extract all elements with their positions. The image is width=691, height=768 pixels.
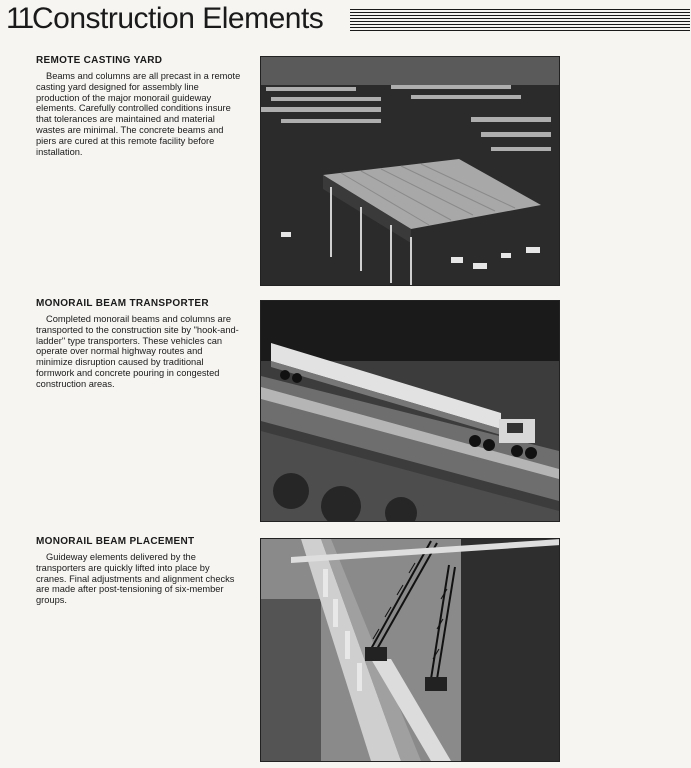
page-header bbox=[6, 2, 686, 38]
casting-yard-photo bbox=[260, 56, 560, 286]
section-body: Guideway elements delivered by the transporters are quickly lifted into place by cranes. Final adjustments and alignment checks are made after post-tensioning of six-member groups. bbox=[36, 552, 235, 606]
section-beam-transporter bbox=[36, 298, 241, 390]
beam-transporter-photo bbox=[260, 300, 560, 522]
section-beam-placement bbox=[36, 536, 241, 606]
section-title: REMOTE CASTING YARD bbox=[36, 55, 163, 66]
section-casting-yard bbox=[36, 55, 241, 157]
header-rule-lines bbox=[350, 9, 690, 31]
section-body: Beams and columns are all precast in a remote casting yard designed for assembly line production of the major monorail guideway elements. Carefully controlled conditions insure that tolerances are maintained and material wastes are minimal. The concrete beams and piers are cured at this remote facility before installation. bbox=[36, 71, 241, 157]
section-body: Completed monorail beams and columns are transported to the construction site by "hook-and-ladder" type transporters. These vehicles can operate over normal highway routes and minimize disruption caused by traditional formwork and concrete pouring in congested construction areas. bbox=[36, 314, 239, 389]
section-title: MONORAIL BEAM TRANSPORTER bbox=[36, 298, 209, 309]
section-title: MONORAIL BEAM PLACEMENT bbox=[36, 536, 195, 547]
page-title: Construction Elements bbox=[32, 2, 324, 35]
chapter-number: 11 bbox=[6, 2, 32, 35]
beam-placement-photo bbox=[260, 538, 560, 762]
